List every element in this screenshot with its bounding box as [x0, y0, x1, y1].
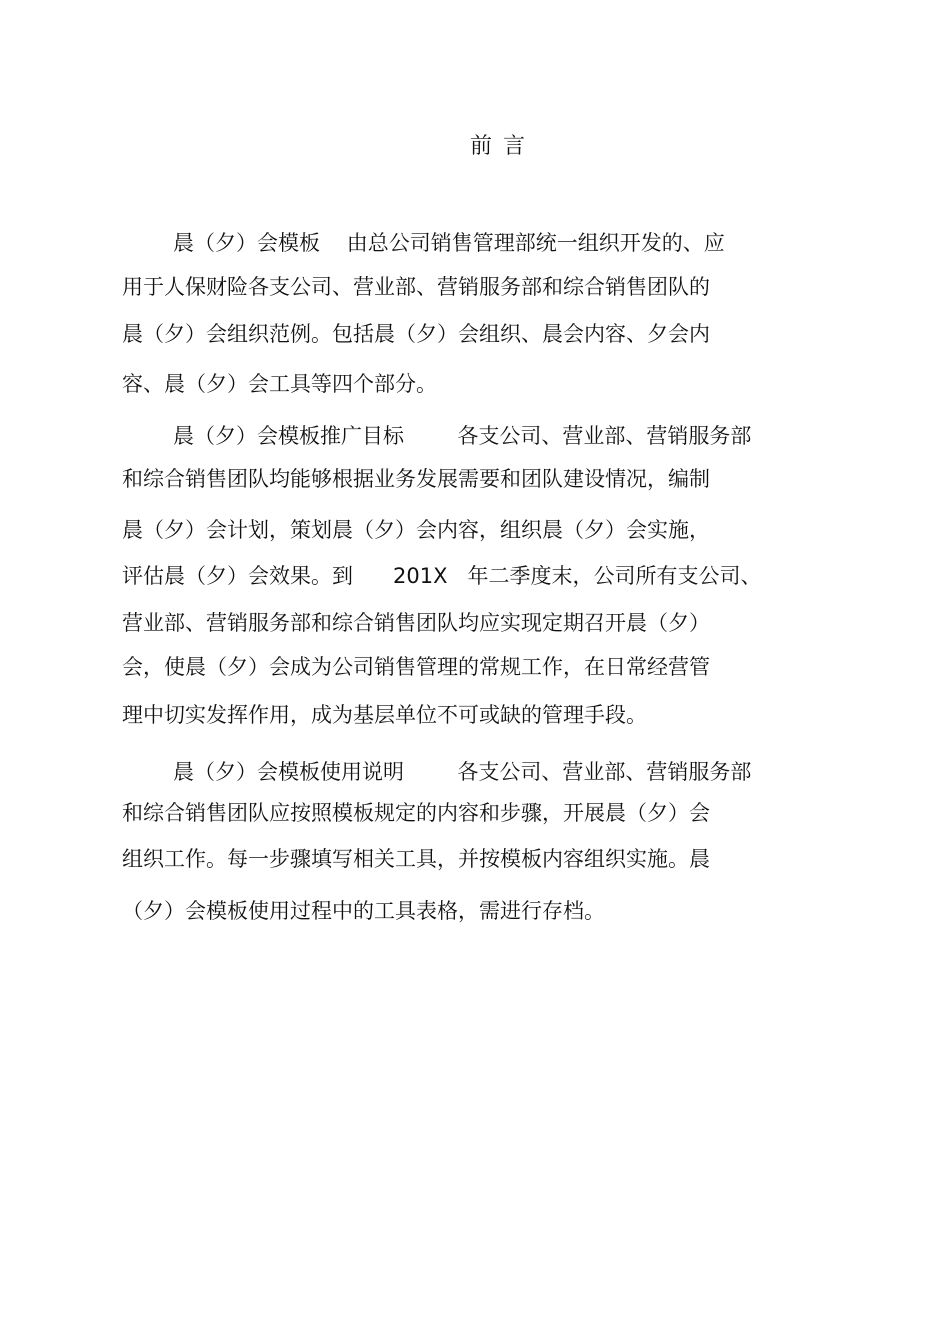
paragraph-line: 评估晨（夕）会效果。到 201X 年二季度末，公司所有支公司、 — [122, 564, 762, 588]
paragraph-line: 晨（夕）会组织范例。包括晨（夕）会组织、晨会内容、夕会内 — [122, 322, 710, 346]
paragraph-line: 和综合销售团队应按照模板规定的内容和步骤，开展晨（夕）会 — [122, 801, 710, 825]
paragraph-line: 容、晨（夕）会工具等四个部分。 — [122, 372, 437, 396]
paragraph-line: 晨（夕）会计划，策划晨（夕）会内容，组织晨（夕）会实施， — [122, 518, 710, 542]
paragraph-line: 晨（夕）会模板推广目标 各支公司、营业部、营销服务部 — [173, 424, 752, 448]
paragraph-line: 和综合销售团队均能够根据业务发展需要和团队建设情况，编制 — [122, 467, 710, 491]
paragraph-line: 理中切实发挥作用，成为基层单位不可或缺的管理手段。 — [122, 703, 647, 727]
paragraph-line: 营业部、营销服务部和综合销售团队均应实现定期召开晨（夕） — [122, 611, 710, 635]
paragraph-line: 组织工作。每一步骤填写相关工具，并按模板内容组织实施。晨 — [122, 847, 710, 871]
page-title: 前 言 — [470, 134, 527, 159]
paragraph-line: 晨（夕）会模板使用说明 各支公司、营业部、营销服务部 — [173, 760, 752, 784]
paragraph-line: （夕）会模板使用过程中的工具表格，需进行存档。 — [122, 899, 605, 923]
paragraph-line: 晨（夕）会模板 由总公司销售管理部统一组织开发的、应 — [173, 231, 725, 255]
paragraph-line: 会，使晨（夕）会成为公司销售管理的常规工作，在日常经营管 — [122, 655, 710, 679]
paragraph-line: 用于人保财险各支公司、营业部、营销服务部和综合销售团队的 — [122, 275, 710, 299]
